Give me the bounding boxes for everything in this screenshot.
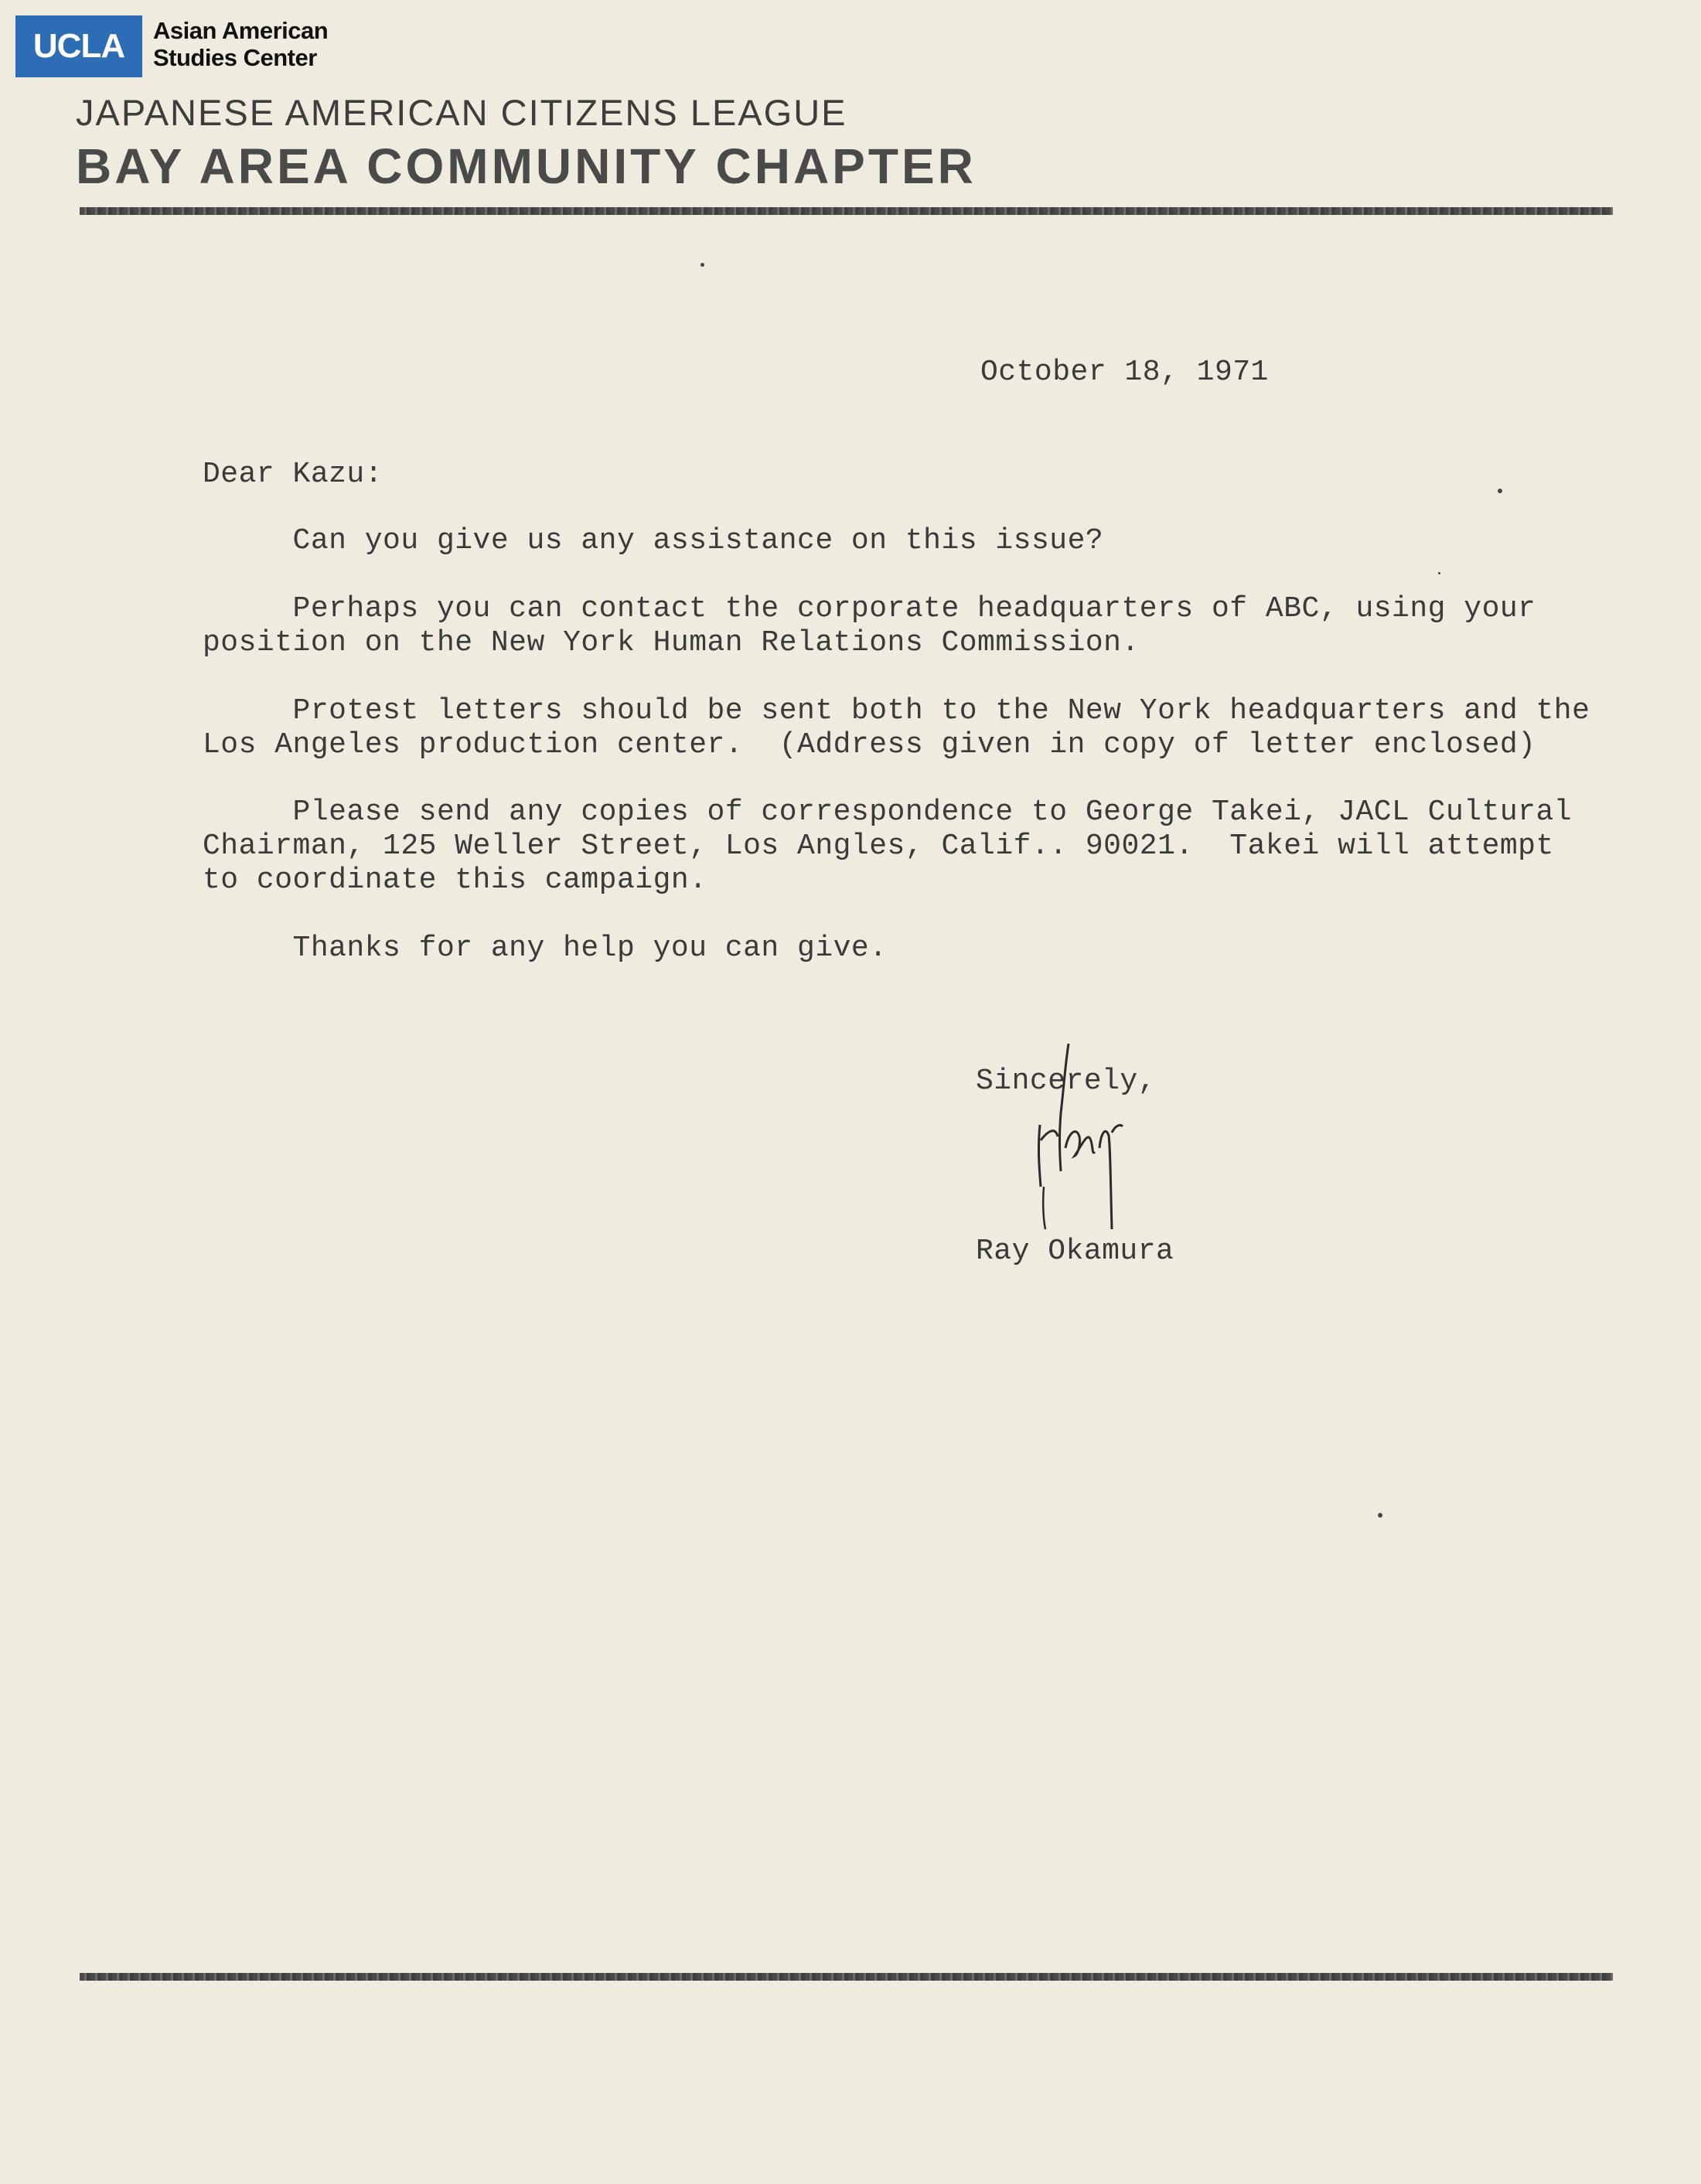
- paper-speck: [701, 263, 704, 267]
- letter-date: October 18, 1971: [980, 356, 1269, 389]
- paper-speck: [1498, 489, 1502, 493]
- paragraph-1: Can you give us any assistance on this issue?: [203, 524, 1104, 557]
- paper-speck: [1438, 572, 1440, 574]
- paragraph-5: Thanks for any help you can give.: [203, 932, 888, 965]
- center-name-line2: Studies Center: [153, 44, 317, 71]
- paragraph-3: Protest letters should be sent both to the New York headquarters and the Los Angeles production center. (Address given in copy of letter enclosed): [203, 694, 1590, 762]
- center-name-line1: Asian American: [153, 17, 329, 44]
- handwritten-signature: [1021, 1040, 1144, 1241]
- ucla-logo: UCLA: [15, 15, 142, 77]
- signer-name: Ray Okamura: [976, 1235, 1174, 1268]
- letterhead-rule: [80, 207, 1613, 215]
- center-name: [153, 17, 328, 71]
- paragraph-4: Please send any copies of correspondence to George Takei, JACL Cultural Chairman, 125 Weller Street, Los Angles, Calif.. 90021. Takei will attempt to coordinate this campaign.: [203, 796, 1573, 897]
- paper-speck: [1378, 1513, 1382, 1518]
- letterhead-organization: JAPANESE AMERICAN CITIZENS LEAGUE: [76, 92, 847, 133]
- footer-rule: [80, 1973, 1613, 1981]
- salutation: Dear Kazu:: [203, 458, 383, 491]
- closing: Sincerely,: [976, 1065, 1157, 1098]
- letterhead-chapter: BAY AREA COMMUNITY CHAPTER: [76, 138, 977, 194]
- paragraph-2: Perhaps you can contact the corporate headquarters of ABC, using your position on the New York Human Relations Commission.: [203, 592, 1536, 659]
